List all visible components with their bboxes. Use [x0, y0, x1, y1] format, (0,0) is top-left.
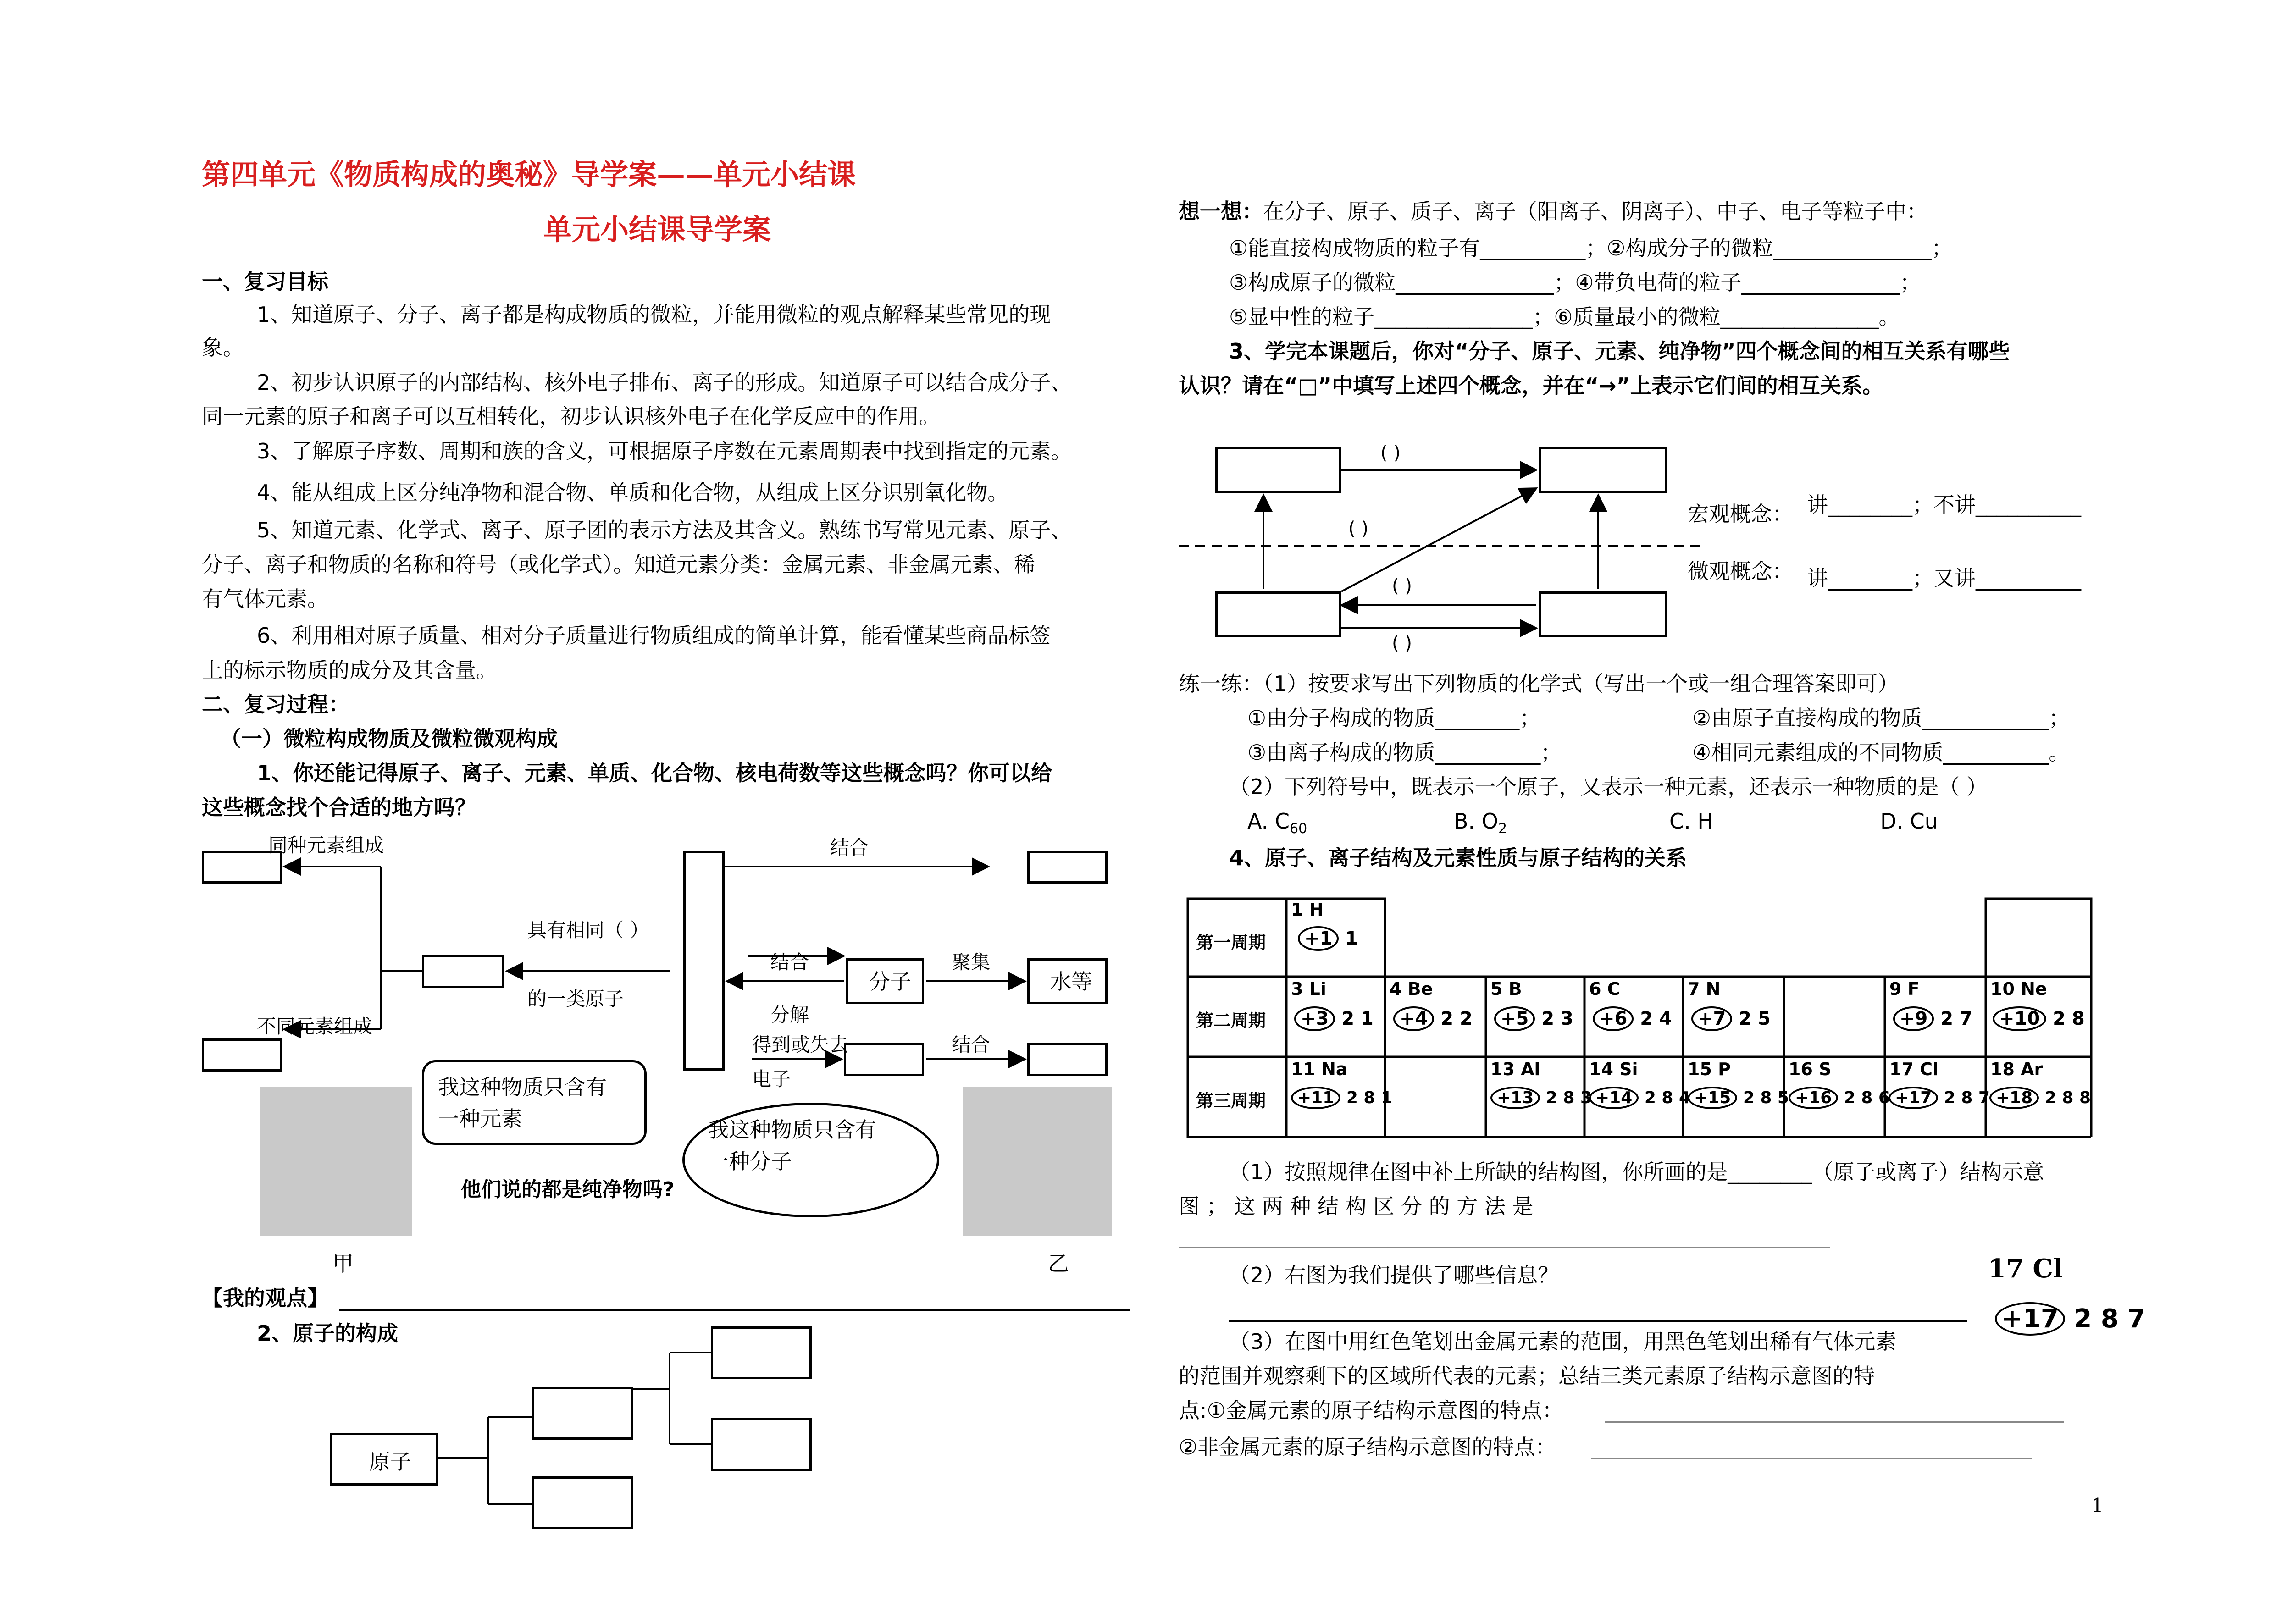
shells: 2 7 [1940, 1008, 1972, 1029]
bubble-a-line: 我这种物质只含有 [438, 1075, 607, 1099]
bubble-b-line: 我这种物质只含有 [708, 1117, 876, 1142]
label-diff-element: 不同元素组成 [257, 1015, 373, 1038]
shells: 2 8 5 [1743, 1088, 1789, 1107]
choice-a-sub: 60 [1290, 821, 1307, 837]
shells: 2 4 [1640, 1008, 1672, 1029]
macro-concept-label: 宏观概念： [1688, 502, 1793, 526]
element-label: 9 F [1889, 979, 1920, 999]
chlorine-shells: 2 8 7 [2074, 1304, 2146, 1334]
q2-answer-line[interactable] [1229, 1320, 1967, 1322]
label-decompose: 分解 [770, 1004, 809, 1026]
nonmetal-answer-line[interactable] [1591, 1458, 2032, 1459]
goal-line: 有气体元素。 [202, 586, 328, 611]
micro-concept-fill[interactable]: 讲________；又讲__________ [1807, 566, 2081, 591]
element-label: 18 Ar [1990, 1059, 2043, 1079]
cartoon-question: 他们说的都是纯净物吗? [461, 1178, 675, 1201]
period-label: 第三周期 [1196, 1091, 1266, 1111]
label-combine-ion: 结合 [952, 1033, 991, 1056]
choice-b-sub: 2 [1498, 821, 1507, 837]
element-label: 10 Ne [1990, 979, 2047, 999]
goal-line: 象。 [202, 335, 244, 360]
atom-label: 原子 [369, 1449, 411, 1474]
nucleus: +15 [1688, 1087, 1737, 1109]
element-label: 5 B [1490, 979, 1522, 999]
label-same-element: 同种元素组成 [268, 834, 384, 856]
shells: 1 [1345, 928, 1358, 949]
nucleus: +1 [1298, 926, 1339, 951]
atom-diagram [1889, 1087, 1990, 1109]
section-4-q2: （2）右图为我们提供了哪些信息？ [1229, 1263, 1559, 1287]
nucleus: +14 [1589, 1087, 1639, 1109]
macro-concept-fill[interactable]: 讲________；不讲__________ [1807, 492, 2081, 517]
label-class-atoms: 的一类原子 [527, 988, 624, 1010]
section-4-q1-line: 图 ； 这 两 种 结 构 区 分 的 方 法 是 [1179, 1194, 1534, 1219]
think-line-1: 在分子、原子、质子、离子（阳离子、阴离子）、中子、电子等粒子中： [1263, 199, 1927, 224]
section-4-q3-line: 的范围并观察剩下的区域所代表的元素；总结三类元素原子结构示意图的特 [1179, 1364, 1875, 1388]
think-line-3: ③构成原子的微粒_______________；④带负电荷的粒子_______________； [1229, 270, 1921, 295]
shells: 2 5 [1739, 1008, 1771, 1029]
relation-blank[interactable]: ( ) [1392, 633, 1412, 654]
choice-d[interactable]: D. Cu [1880, 809, 1938, 834]
q1-answer-line[interactable] [1179, 1247, 1830, 1248]
element-label: 14 Si [1589, 1059, 1638, 1079]
molecule-label: 分子 [869, 969, 911, 994]
element-label: 3 Li [1291, 979, 1326, 999]
bubble-b-line: 一种分子 [708, 1149, 792, 1174]
goal-line: 3、了解原子序数、周期和族的含义，可根据原子序数在元素周期表中找到指定的元素。 [257, 439, 1072, 464]
nucleus: +3 [1294, 1006, 1335, 1031]
section-4-q3-line: 点:①金属元素的原子结构示意图的特点： [1179, 1398, 1563, 1423]
section-4-q3-line: （3）在图中用红色笔划出金属元素的范围，用黑色笔划出稀有气体元素 [1229, 1329, 1897, 1354]
atom-diagram [1494, 1006, 1573, 1031]
page-title: 第四单元《物质构成的奥秘》导学案——单元小结课 [202, 158, 856, 191]
section-4-q1-line: （1）按照规律在图中补上所缺的结构图，你所画的是________（原子或离子）结构示意 [1229, 1160, 2044, 1184]
element-label: 16 S [1789, 1059, 1832, 1079]
element-label: 4 Be [1390, 979, 1433, 999]
atom-diagram [1291, 1087, 1392, 1109]
goal-line: 1、知道原子、分子、离子都是构成物质的微粒，并能用微粒的观点解释某些常见的现 [257, 302, 1051, 327]
process-heading: 二、复习过程： [202, 692, 349, 717]
practice-option-4: ④相同元素组成的不同物质__________。 [1692, 740, 2070, 765]
shells: 2 1 [1341, 1008, 1374, 1029]
atom-diagram [1789, 1087, 1890, 1109]
page-subtitle: 单元小结课导学案 [543, 213, 771, 246]
metal-answer-line[interactable] [1605, 1421, 2064, 1423]
question-3-line: 认识？请在“□”中填写上述四个概念，并在“→”上表示它们间的相互关系。 [1179, 373, 1883, 398]
goal-line: 同一元素的原子和离子可以互相转化，初步认识核外电子在化学反应中的作用。 [202, 404, 940, 429]
label-electron: 电子 [752, 1068, 791, 1090]
bubble-a-line: 一种元素 [438, 1106, 522, 1131]
element-label: 17 Cl [1889, 1059, 1939, 1079]
atom-diagram [1989, 1087, 2091, 1109]
shells: 2 8 6 [1844, 1088, 1890, 1107]
question-3-line: 3、学完本课题后，你对“分子、原子、元素、纯净物”四个概念间的相互关系有哪些 [1229, 339, 2010, 364]
nucleus: +7 [1691, 1006, 1732, 1031]
question-1-line: 这些概念找个合适的地方吗？ [202, 795, 476, 820]
question-1-line: 1、你还能记得原子、离子、元素、单质、化合物、核电荷数等这些概念吗？你可以给 [257, 761, 1052, 785]
shells: 2 8 8 [2044, 1088, 2091, 1107]
period-label: 第一周期 [1196, 933, 1266, 953]
practice-option-3: ③由离子构成的物质__________； [1247, 740, 1562, 765]
choice-a-text: A. C [1247, 809, 1290, 834]
element-label: 6 C [1589, 979, 1620, 999]
think-lead: 想一想： [1179, 199, 1263, 224]
choice-c[interactable]: C. H [1669, 809, 1713, 834]
atom-structure-heading: 2、原子的构成 [257, 1321, 399, 1346]
nucleus: +4 [1393, 1006, 1434, 1031]
shells: 2 3 [1541, 1008, 1573, 1029]
section-4-q3-line: ②非金属元素的原子结构示意图的特点： [1179, 1435, 1556, 1459]
goal-line: 2、初步认识原子的内部结构、核外电子排布、离子的形成。知道原子可以结合成分子、 [257, 370, 1072, 395]
label-gather: 聚集 [952, 951, 991, 973]
label-combine-top: 结合 [830, 836, 869, 859]
shells: 2 2 [1440, 1008, 1473, 1029]
element-label: 15 P [1688, 1059, 1731, 1079]
shells: 2 8 1 [1346, 1088, 1393, 1107]
choice-b-text: B. O [1454, 809, 1499, 834]
element-label: 13 Al [1490, 1059, 1540, 1079]
practice-line-2: （2）下列符号中，既表示一个原子，又表示一种元素，还表示一种物质的是（ ） [1229, 774, 1988, 799]
atom-diagram [1688, 1087, 1789, 1109]
name-a: 甲 [332, 1251, 354, 1276]
water-label: 水等 [1050, 969, 1092, 994]
element-label: 1 H [1291, 900, 1324, 920]
nucleus: +13 [1490, 1087, 1540, 1109]
nucleus: +18 [1989, 1087, 2039, 1109]
shells: 2 8 [2053, 1008, 2085, 1029]
atom-diagram [1490, 1087, 1592, 1109]
name-b: 乙 [1048, 1251, 1069, 1276]
micro-concept-label: 微观概念： [1688, 559, 1793, 584]
goal-line: 5、知道元素、化学式、离子、原子团的表示方法及其含义。熟练书写常见元素、原子、 [257, 518, 1072, 542]
goal-line: 4、能从组成上区分纯净物和混合物、单质和化合物，从组成上区分识别氧化物。 [257, 480, 1009, 505]
atom-diagram [1393, 1006, 1473, 1031]
practice-option-1: ①由分子构成的物质________； [1247, 706, 1541, 730]
label-combine: 结合 [770, 951, 809, 973]
practice-option-2: ②由原子直接构成的物质____________； [1692, 706, 2070, 730]
nucleus: +5 [1494, 1006, 1535, 1031]
atom-diagram [1294, 1006, 1374, 1031]
relation-blank[interactable]: ( ) [1380, 442, 1401, 464]
atom-diagram [1691, 1006, 1771, 1031]
goal-line: 分子、离子和物质的名称和符号（或化学式）。知道元素分类：金属元素、非金属元素、稀 [202, 552, 1035, 577]
page-number: 1 [2091, 1494, 2104, 1517]
nucleus: +11 [1291, 1087, 1340, 1109]
chlorine-nucleus: +17 [1995, 1302, 2065, 1336]
goal-line: 6、利用相对原子质量、相对分子质量进行物质组成的简单计算，能看懂某些商品标签 [257, 623, 1051, 648]
goal-line: 上的标示物质的成分及其含量。 [202, 658, 497, 683]
relation-blank[interactable]: ( ) [1392, 575, 1412, 597]
atom-diagram [1298, 926, 1358, 951]
think-line-4: ⑤显中性的粒子_______________；⑥质量最小的微粒_______________。 [1229, 304, 1900, 329]
process-subheading: （一）微粒构成物质及微粒微观构成 [220, 726, 558, 751]
chlorine-atom-diagram [1995, 1302, 2145, 1336]
shells: 2 8 4 [1644, 1088, 1691, 1107]
practice-line-1: 练一练：（1）按要求写出下列物质的化学式（写出一个或一组合理答案即可） [1179, 671, 1899, 696]
shells: 2 8 3 [1545, 1088, 1592, 1107]
atom-diagram [1589, 1087, 1690, 1109]
nucleus: +17 [1889, 1087, 1938, 1109]
element-label: 11 Na [1291, 1059, 1348, 1079]
element-label: 7 N [1688, 979, 1721, 999]
nucleus: +9 [1893, 1006, 1934, 1031]
my-view-label: 【我的观点】 [202, 1286, 328, 1310]
section-4-heading: 4、原子、离子结构及元素性质与原子结构的关系 [1229, 845, 1687, 870]
review-goals-heading: 一、复习目标 [202, 269, 328, 294]
nucleus: +6 [1593, 1006, 1634, 1031]
label-same-prefix: 具有相同（ ） [527, 919, 649, 941]
atom-diagram [1593, 1006, 1672, 1031]
chlorine-label: 17 Cl [1988, 1254, 2063, 1284]
nucleus: +10 [1993, 1006, 2046, 1031]
shells: 2 8 7 [1944, 1088, 1990, 1107]
nucleus: +16 [1789, 1087, 1838, 1109]
period-label: 第二周期 [1196, 1011, 1266, 1031]
atom-diagram [1893, 1006, 1972, 1031]
think-line-2: ①能直接构成物质的粒子有__________；②构成分子的微粒_______________； [1229, 236, 1953, 260]
atom-diagram [1993, 1006, 2085, 1031]
label-gain-lose: 得到或失去 [752, 1033, 849, 1056]
relation-blank[interactable]: ( ) [1348, 518, 1368, 539]
